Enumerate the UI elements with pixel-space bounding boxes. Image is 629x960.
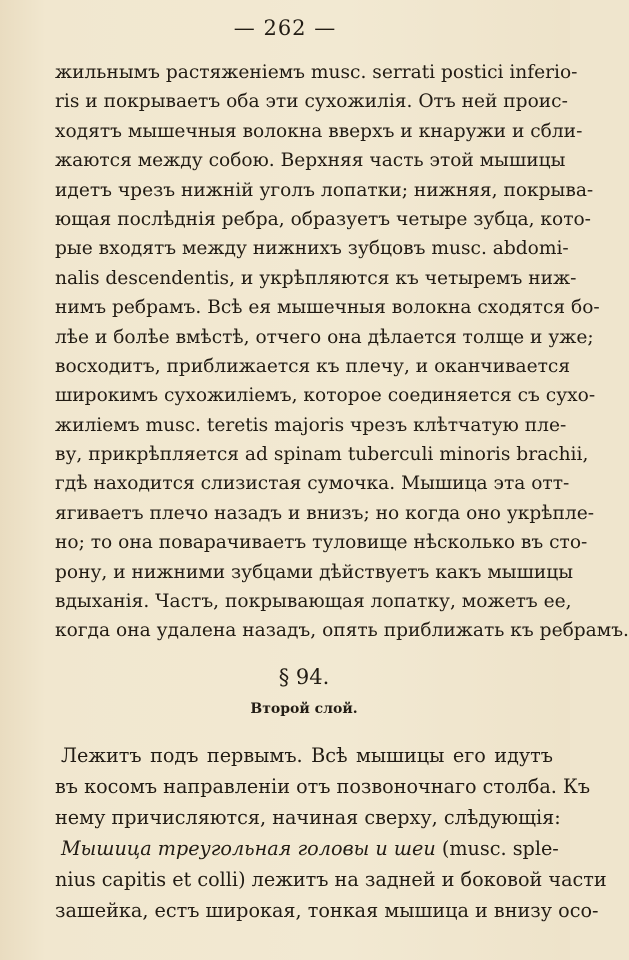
text-line: нему причисляются, начиная сверху, слѣдующія: [55,805,561,829]
text-line: восходитъ, приближается къ плечу, и оканчивается [55,355,571,377]
text-line: нимъ ребрамъ. Всѣ ея мышечныя волокна сходятся бо- [55,297,600,319]
text-line: вдыханія. Частъ, покрывающая лопатку, можетъ ее, [55,591,572,613]
section-number: § 94. [278,664,330,689]
text-line [55,833,559,864]
section-subtitle: Второй слой. [250,700,358,717]
paragraph-1 [55,58,629,646]
text-line: гдѣ находится слизистая сумочка. Мышица эта отт- [55,473,570,495]
text-line: рону, и нижними зубцами дѣйствуетъ какъ мышицы [55,561,574,583]
text-line: зашейка, естъ широкая, тонкая мышица и внизу осо- [55,898,599,922]
text-line: идетъ чрезъ нижній уголъ лопатки; нижняя, покрыва- [55,179,594,201]
text-line: но; то она поварачиваетъ туловище нѣсколько въ сто- [55,532,588,554]
page-number: — 262 — [233,16,337,40]
text-line: рые входятъ между нижнихъ зубцовъ musc. abdomi- [55,238,569,260]
text-line: жиліемъ musc. teretis majoris чрезъ клѣтчатую пле- [55,414,567,436]
text-line: лѣе и болѣе вмѣстѣ, отчего она дѣлается толще и уже; [55,326,594,348]
text-line: ris и покрываетъ оба эти сухожилія. Отъ ней проис- [55,91,568,113]
text-line: ющая послѣднія ребра, образуетъ четыре зубца, кото- [55,208,591,230]
text-line: ву, прикрѣпляется ad spinam tuberculi minoris brachii, [55,444,589,466]
text-line: въ косомъ направленіи отъ позвоночнаго столба. Къ [55,774,591,798]
text-fragment: (musc. sple- [441,836,559,860]
text-line: когда она удалена назадъ, опять приближать къ ребрамъ. [55,620,629,642]
page-body [55,58,629,926]
text-line: Лежитъ подъ первымъ. Всѣ мышицы его идутъ [61,743,553,767]
text-line: ходятъ мышечныя волокна вверхъ и кнаружи и сбли- [55,120,583,142]
paragraph-2 [55,740,607,926]
text-line: ягиваетъ плечо назадъ и внизъ; но когда оно укрѣпле- [55,502,595,524]
text-line: nius capitis et colli) лежитъ на задней и боковой части [55,867,607,891]
text-line: широкимъ сухожиліемъ, которое соединяется съ сухо- [55,385,596,407]
italic-lead: Мышица треугольная головы и шеи [61,836,436,860]
text-line: nalis descendentis, и укрѣпляются къ четыремъ ниж- [55,267,577,289]
text-line: жаются между собою. Верхняя часть этой мышицы [55,150,566,172]
text-line: жильнымъ растяженіемъ musc. serrati postici inferio- [55,62,578,83]
